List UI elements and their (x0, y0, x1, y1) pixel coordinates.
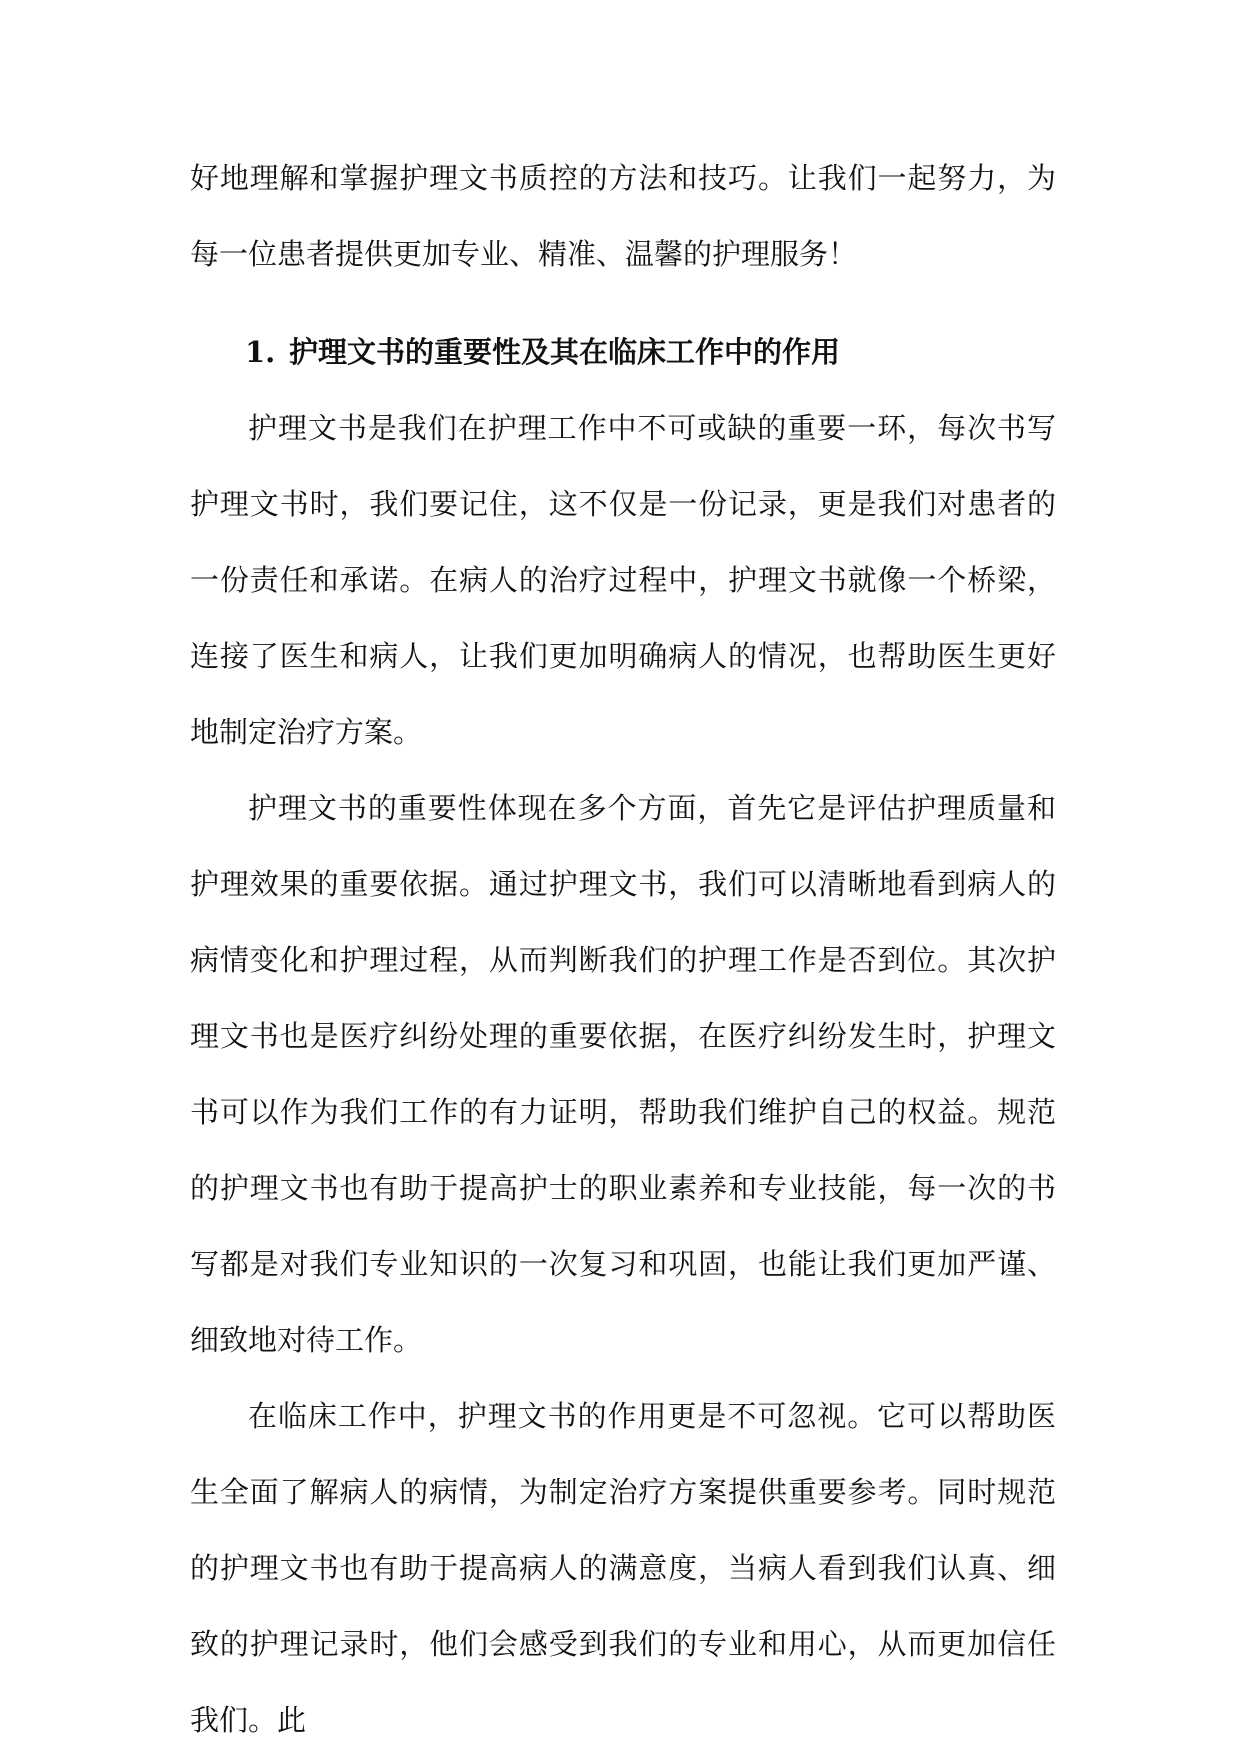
continued-paragraph: 好地理解和掌握护理文书质控的方法和技巧。让我们一起努力，为每一位患者提供更加专业、精准、温馨的护理服务！ (190, 161, 1056, 271)
body-paragraph-2: 护理文书的重要性体现在多个方面，首先它是评估护理质量和护理效果的重要依据。通过护理文书，我们可以清晰地看到病人的病情变化和护理过程，从而判断我们的护理工作是否到位。其次护理文书也是医疗纠纷处理的重要依据，在医疗纠纷发生时，护理文书可以作为我们工作的有力证明，帮助我们维护自己的权益。规范的护理文书也有助于提高护士的职业素养和专业技能，每一次的书写都是对我们专业知识的一次复习和巩固，也能让我们更加严谨、细致地对待工作。 (190, 791, 1056, 1357)
section-title: 护理文书的重要性及其在临床工作中的作用 (289, 335, 841, 369)
document-body (190, 140, 1056, 1758)
body-paragraph-1: 护理文书是我们在护理工作中不可或缺的重要一环，每次书写护理文书时，我们要记住，这不仅是一份记录，更是我们对患者的一份责任和承诺。在病人的治疗过程中，护理文书就像一个桥梁，连接了医生和病人，让我们更加明确病人的情况，也帮助医生更好地制定治疗方案。 (190, 411, 1056, 749)
body-paragraph-3: 在临床工作中，护理文书的作用更是不可忽视。它可以帮助医生全面了解病人的病情，为制定治疗方案提供重要参考。同时规范的护理文书也有助于提高病人的满意度，当病人看到我们认真、细致的护理记录时，他们会感受到我们的专业和用心，从而更加信任我们。此 (190, 1399, 1056, 1737)
section-heading (190, 314, 1056, 390)
section-number: 1. (245, 335, 276, 369)
